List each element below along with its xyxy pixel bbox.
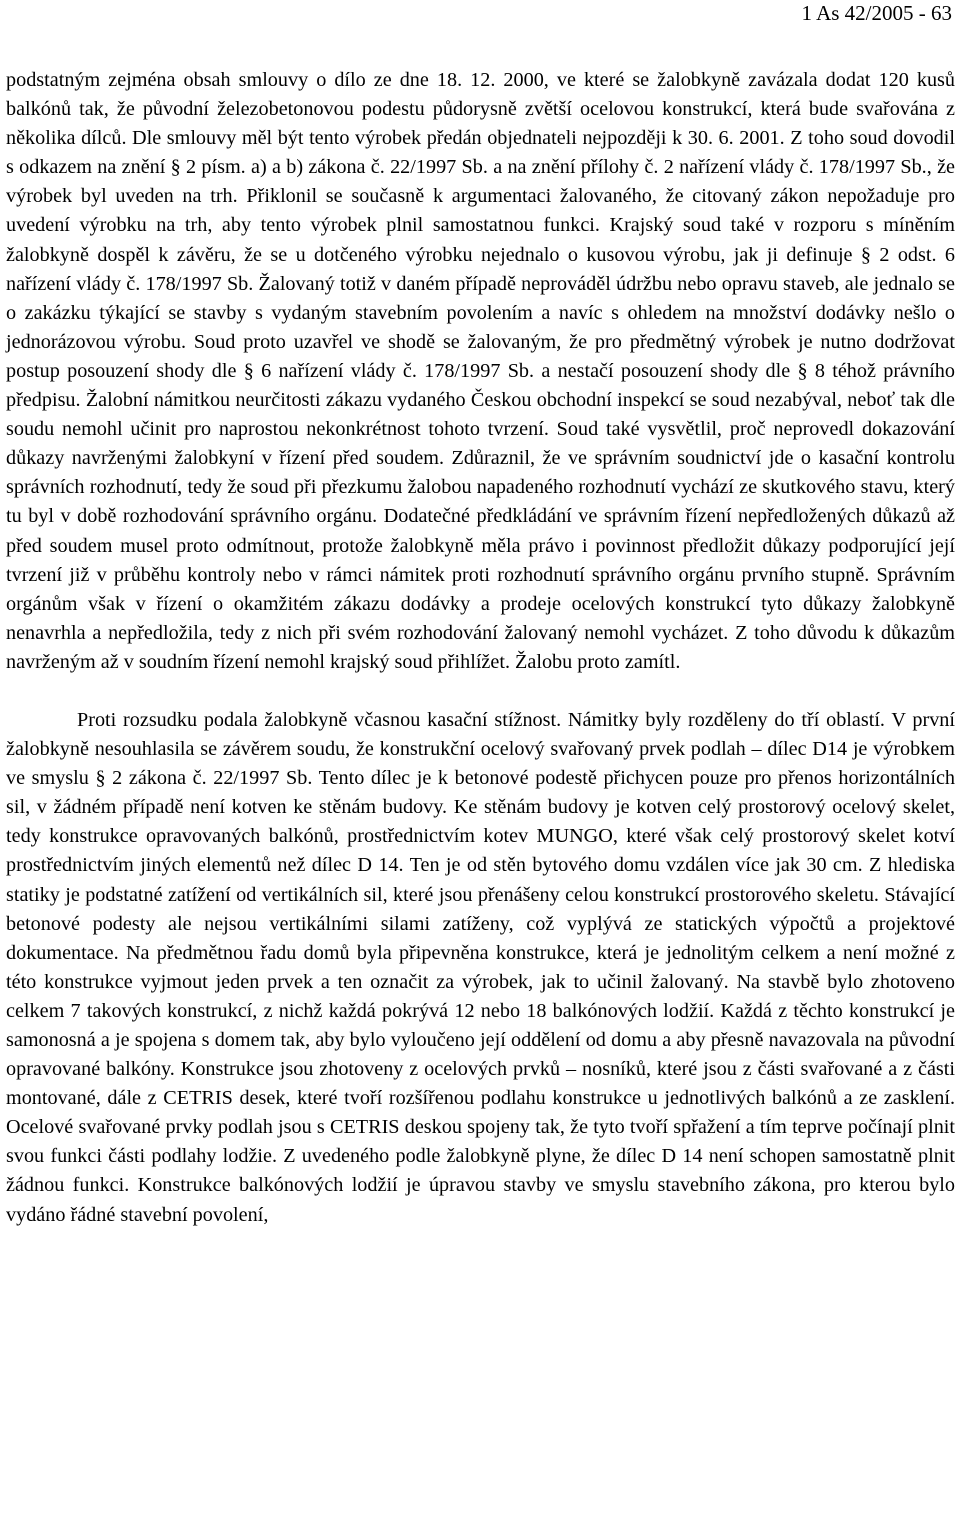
paragraph-cassation-complaint: Proti rozsudku podala žalobkyně včasnou kasační stížnost. Námitky byly rozděleny do tří oblastí. V první žalobkyně nesouhlasila se závěrem soudu, že konstrukční ocelový svařovaný prvek podlah – dílec D14 je výrobkem ve smyslu § 2 zákona č. 22/1997 Sb. Tento dílec je k betonové podestě přichycen pouze pro přenos horizontálních sil, v žádném případě není kotven ke stěnám budovy. Ke stěnám budovy je kotven celý prostorový ocelový skelet, tedy konstrukce opravovaných balkónů, prostřednictvím kotev MUNGO, které však celý prostorový skelet kotví prostřednictvím jiných elementů než dílec D 14. Ten je od stěn bytového domu vzdálen více jak 30 cm. Z hlediska statiky je podstatné zatížení od vertikálních sil, které jsou přenášeny celou konstrukcí prostorového skeletu. Stávající betonové podesty ale nejsou vertikálními silami zatíženy, což vyplývá ze statických výpočtů a projektové dokumentace. Na předmětnou řadu domů byla připevněna konstrukce, která je jednolitým celkem a není možné z této konstrukce vyjmout jeden prvek a ten označit za výrobek, jak to učinil žalovaný. Na stavbě bylo zhotoveno celkem 7 takových konstrukcí, z nichž každá pokrývá 12 nebo 18 balkónových lodžií. Každá z těchto konstrukcí je samonosná a je spojena s domem tak, aby bylo vyloučeno její oddělení od domu a aby přesně navazovala na původní opravované balkóny. Konstrukce jsou zhotoveny z ocelových prvků – nosníků, které jsou z části svařované a z části montované, dále z CETRIS desek, které tvoří rozšířenou podlahu konstrukce u jednotlivých balkónů a ze zasklení. Ocelové svařované prvky podlah jsou s CETRIS deskou spojeny tak, že tyto tvoří spřažení a tím teprve počínají plnit svou funkci části podlahy lodžie. Z uvedeného podle žalobkyně plyne, že dílec D 14 není schopen samostatně plnit žádnou funkci. Konstrukce balkónových lodžií je úpravou stavby ve smyslu stavebního zákona, pro kterou bylo vydáno řádné stavební povolení, xyxy=(6,708,955,1226)
paragraph-court-reasoning: podstatným zejména obsah smlouvy o dílo ze dne 18. 12. 2000, ve které se žalobkyně zavázala dodat 120 kusů balkónů tak, že původní železobetonovou podestu půdorysně zvětší ocelovou konstrukcí, která bude svařována z několika dílců. Dle smlouvy měl být tento výrobek předán objednateli nejpozději k 30. 6. 2001. Z toho soud dovodil s odkazem na znění § 2 písm. a) a b) zákona č. 22/1997 Sb. a na znění přílohy č. 2 nařízení vlády č. 178/1997 Sb., že výrobek byl uveden na trh. Přiklonil se současně k argumentaci žalovaného, že citovaný zákon nepožaduje pro uvedení výrobku na trh, aby tento výrobek plnil samostatnou funkci. Krajský soud také v rozporu s míněním žalobkyně dospěl k závěru, že se u dotčeného výrobku nejednalo o kusovou výrobu, jak ji definuje § 2 odst. 6 nařízení vlády č. 178/1997 Sb. Žalovaný totiž v daném případě neprováděl údržbu nebo opravu staveb, ale jednalo se o zakázku týkající se stavby s vydaným stavebním povolením a navíc s ohledem na množství dodávky nešlo o jednorázovou výrobu. Soud proto uzavřel ve shodě se žalovaným, že pro předmětný výrobek je nutno dodržovat postup posouzení shody dle § 6 nařízení vlády č. 178/1997 Sb. a nestačí posouzení shody dle § 8 téhož právního předpisu. Žalobní námitkou neurčitosti zákazu vydaného Českou obchodní inspekcí se soud nezabýval, neboť tak dle soudu nemohl učinit pro naprostou nekonkrétnost tohoto tvrzení. Soud také vysvětlil, proč neprovedl dokazování důkazy navrženými žalobkyní v řízení před soudem. Zdůraznil, že ve správním soudnictví jde o kasační kontrolu správních rozhodnutí, tedy že soud při přezkumu žalobou napadeného rozhodnutí vychází ze skutkového stavu, který tu byl v době rozhodování správního orgánu. Dodatečné předkládání ve správním řízení nepředložených důkazů až před soudem musel proto odmítnout, protože žalobkyně měla právo i povinnost předložit důkazy podporující její tvrzení již v průběhu kontroly nebo v rámci námitek proti rozhodnutí správního orgánu prvního stupně. Správním orgánům však v řízení o okamžitém zákazu dodávky a prodeje ocelových konstrukcí tyto důkazy žalobkyně nenavrhla a nepředložila, tedy z nich při svém rozhodování žalovaný nemohl vycházet. Z toho důvodu k důkazům navrženým až v soudním řízení nemohl krajský soud přihlížet. Žalobu proto zamítl. xyxy=(6,69,955,673)
document-reference: 1 As 42/2005 - 63 xyxy=(801,1,952,25)
document-body xyxy=(6,66,955,1230)
